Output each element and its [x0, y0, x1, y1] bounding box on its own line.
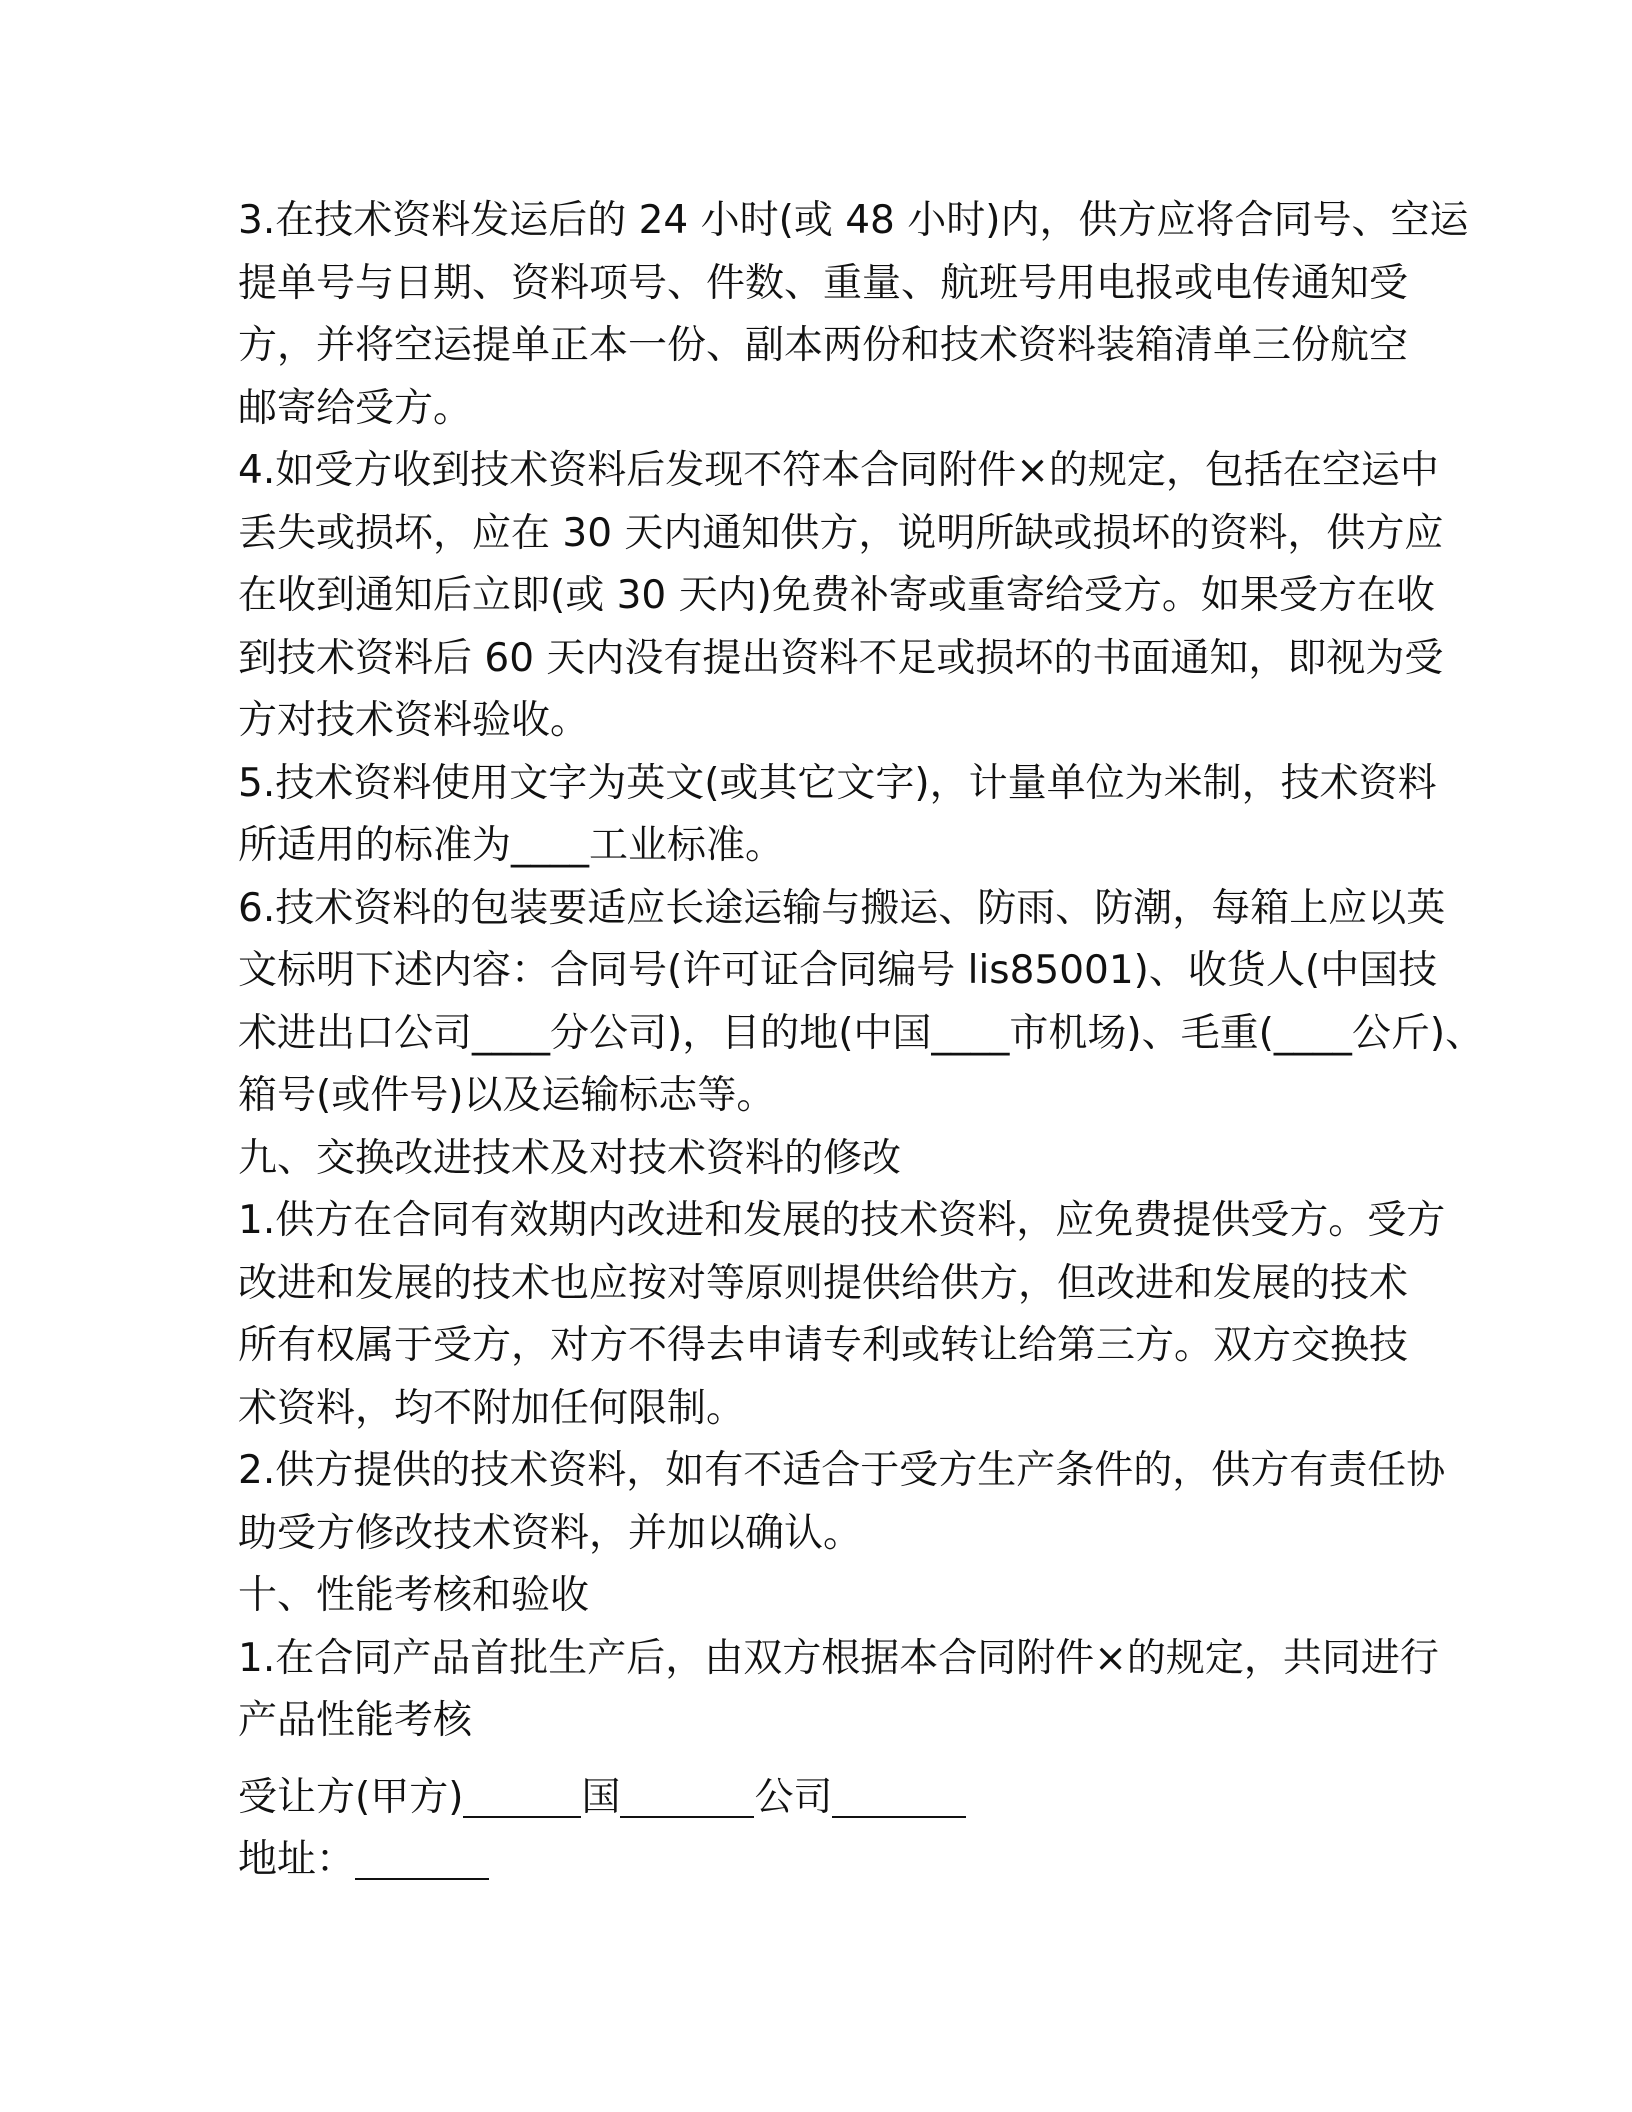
- text-line: 在收到通知后立即(或 30 天内)免费补寄或重寄给受方。如果受方在收: [238, 573, 1435, 618]
- text-line: 文标明下述内容：合同号(许可证合同编号 lis85001)、收货人(中国技: [238, 948, 1438, 993]
- text-line: 到技术资料后 60 天内没有提出资料不足或损坏的书面通知，即视为受: [238, 635, 1444, 681]
- text-line: 所有权属于受方，对方不得去申请专利或转让给第三方。双方交换技: [238, 1323, 1409, 1368]
- text-line: 3.在技术资料发运后的 24 小时(或 48 小时)内，供方应将合同号、空运: [238, 198, 1469, 243]
- text-line: 4.如受方收到技术资料后发现不符本合同附件×的规定，包括在空运中: [238, 448, 1439, 493]
- text-line: 助受方修改技术资料，并加以确认。: [238, 1510, 863, 1556]
- address-blank: [355, 1842, 489, 1880]
- text-line: 所适用的标准为____工业标准。: [238, 823, 785, 868]
- signature-transferee-line: [238, 1767, 1398, 1829]
- text-line: 1.供方在合同有效期内改进和发展的技术资料，应免费提供受方。受方: [238, 1198, 1446, 1243]
- signature-address-line: [238, 1829, 1398, 1891]
- document-body: [238, 190, 1485, 1891]
- text-line: 邮寄给受方。: [238, 385, 473, 431]
- text-line: 6.技术资料的包装要适应长途运输与搬运、防雨、防潮，每箱上应以英: [238, 885, 1446, 931]
- country-blank: [620, 1780, 754, 1818]
- text-line: 方，并将空运提单正本一份、副本两份和技术资料装箱清单三份航空: [238, 323, 1409, 368]
- text-line: 术资料，均不附加任何限制。: [238, 1385, 746, 1431]
- text-line: 5.技术资料使用文字为英文(或其它文字)，计量单位为米制，技术资料: [238, 760, 1437, 806]
- company-blank: [832, 1780, 966, 1818]
- text-line: 1.在合同产品首批生产后，由双方根据本合同附件×的规定，共同进行: [238, 1635, 1439, 1681]
- text-line: 方对技术资料验收。: [238, 698, 590, 743]
- text-line: 提单号与日期、资料项号、件数、重量、航班号用电报或电传通知受: [238, 260, 1409, 306]
- text-line: 产品性能考核: [238, 1698, 473, 1743]
- text-line: 术进出口公司____分公司)，目的地(中国____市机场)、毛重(____公斤)、: [238, 1010, 1485, 1056]
- transferee-label: 受让方(甲方): [238, 1774, 464, 1820]
- transferee-blank: [463, 1780, 581, 1818]
- section-heading: 十、性能考核和验收: [238, 1573, 590, 1618]
- text-line: 改进和发展的技术也应按对等原则提供给供方，但改进和发展的技术: [238, 1260, 1409, 1306]
- section-heading: 九、交换改进技术及对技术资料的修改: [238, 1135, 902, 1181]
- text-line: 丢失或损坏，应在 30 天内通知供方，说明所缺或损坏的资料，供方应: [238, 510, 1444, 556]
- text-line: 2.供方提供的技术资料，如有不适合于受方生产条件的，供方有责任协: [238, 1448, 1446, 1493]
- company-label: 公司: [754, 1774, 833, 1820]
- country-label: 国: [581, 1774, 621, 1820]
- text-line: 箱号(或件号)以及运输标志等。: [238, 1073, 776, 1118]
- address-label: 地址：: [238, 1836, 356, 1882]
